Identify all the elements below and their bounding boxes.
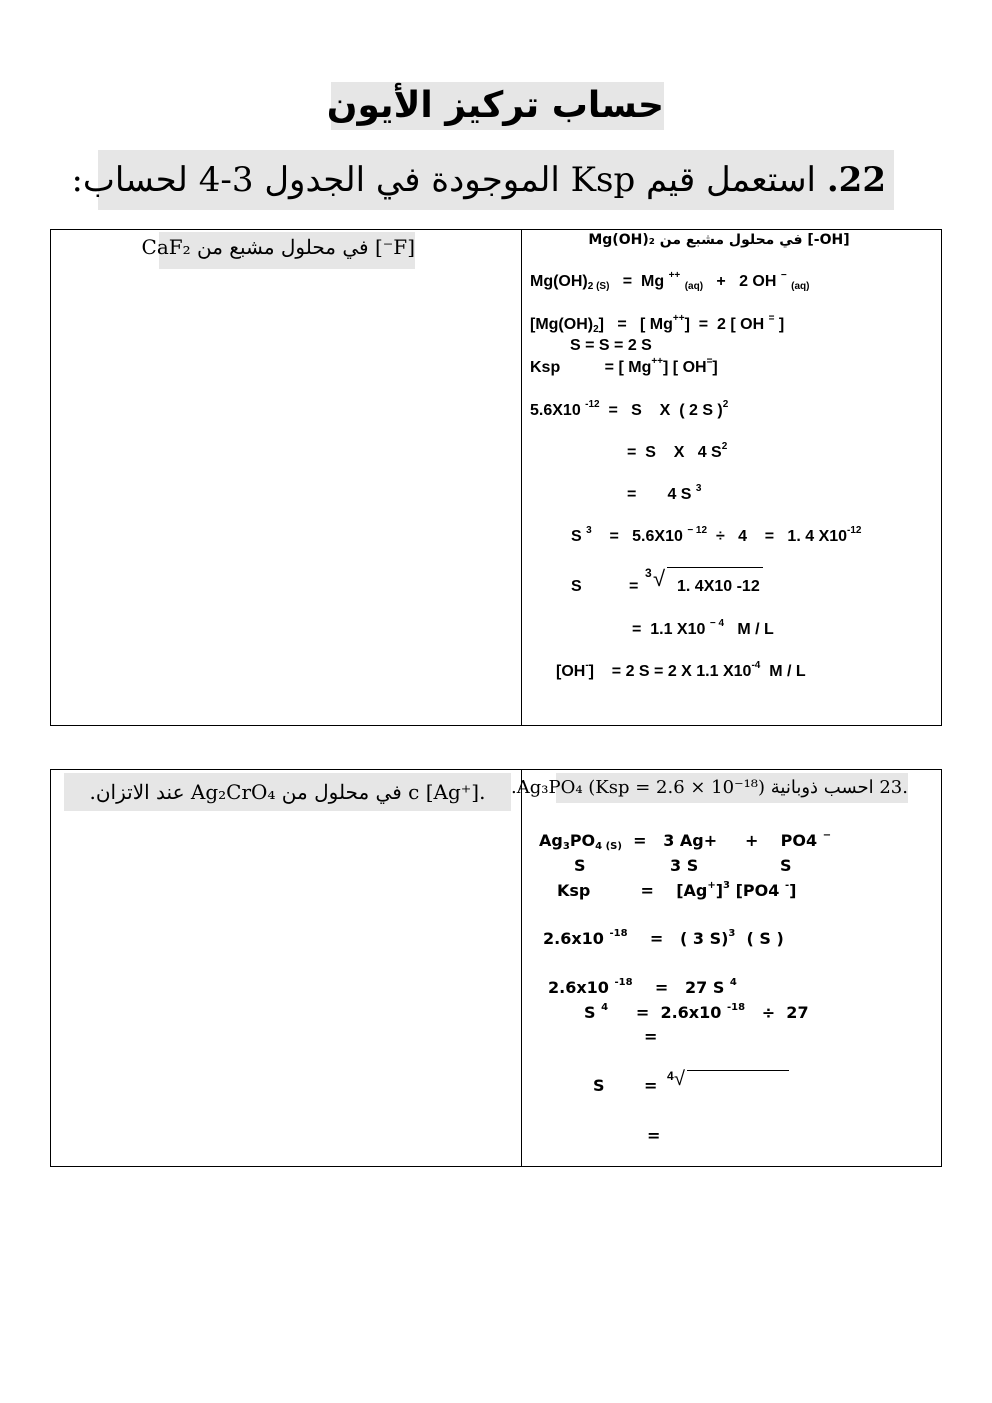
solution-line: S $^4$ = 2.6x10 $^{-18}$ ÷ 27 (584, 1002, 809, 1022)
page-title: حساب تركيز الأيون (331, 82, 664, 130)
box-divider (521, 230, 522, 725)
solution-line: = (644, 1027, 658, 1046)
solution-line: S = S = 2 S (570, 337, 652, 354)
solution-line: $Mg(OH)_{2 (S)} = Mg$ ++ $_{(aq)}$ + 2 OH − $_{(aq)}$ (530, 270, 810, 292)
solution-line: 5.6X10 $^{-12}$ = S X ( 2 S )$^2$ (530, 399, 729, 419)
cube-root-index: 3 (645, 566, 652, 580)
solution-line: $Ag_3PO_{4 (S)} = 3$ Ag+ + PO4 − (539, 830, 832, 852)
solution-line: = (647, 1126, 661, 1145)
solution-line: S $^3$ = 5.6X10 $^{- 12}$ ÷ 4 = 1. 4 $X10^{-12}$ (571, 525, 862, 545)
radical-icon: √ (653, 566, 666, 591)
fourth-root-index: 4 (667, 1069, 674, 1083)
question-number: 22. (826, 160, 886, 200)
answer-box-2 (50, 769, 942, 1167)
question-23: .23 احسب ذوبانية Ag₃PO₄ (Ksp = 2.6 × 10⁻¹⁸). (556, 773, 908, 803)
solution-line: = S X 4 $S^2$ (627, 441, 728, 461)
solution-line: S (593, 1076, 605, 1095)
box-divider (521, 770, 522, 1166)
solution-line: [OH-] = 2 S = 2 X 1.1 $X10^{-4}$ M / L (556, 660, 806, 680)
solution-line: Ksp = $[Ag^+]^3$ [PO4 -] (557, 880, 797, 900)
solution-line: = 4 S $^3$ (627, 483, 702, 503)
solution-line: S (574, 856, 586, 875)
ag2cro4-question: .c [Ag⁺] في محلول من Ag₂CrO₄ عند الاتزان. (64, 773, 511, 811)
solution-line: 2.6x10 $^{-18}$ = 27 S $^4$ (548, 977, 737, 997)
radical-bar (687, 1070, 789, 1071)
question-text: استعمل قيم Ksp الموجودة في الجدول 3-4 لحساب: (71, 160, 817, 200)
caf2-question: [F⁻] في محلول مشبع من CaF₂ (159, 232, 415, 269)
radical-bar (667, 567, 763, 568)
solution-line: S (780, 856, 792, 875)
question-22 (71, 150, 894, 210)
solution-line: 3 S (670, 856, 699, 875)
solution-line: = 1.1 X10 $^{- 4}$ M / L (632, 618, 774, 638)
mgoh2-question: [OH-] في محلول مشبع من Mg(OH)₂ (588, 232, 850, 248)
solution-line: = (644, 1076, 658, 1095)
answer-box-1 (50, 229, 942, 726)
radical-icon: √ (674, 1068, 685, 1090)
solution-line: $[Mg(OH)_2]$ = [ Mg++] = 2 [ OH = ] (530, 313, 785, 335)
solution-line: 2.6x10 $^{-18}$ = ( 3 S)$^3$ ( S ) (543, 928, 784, 948)
solution-line: = (629, 578, 639, 595)
solution-line: 1. 4X10 -12 (677, 578, 760, 595)
solution-line: Ksp = [ Mg++] [ OH=] (530, 356, 718, 376)
solution-line: S (571, 578, 582, 595)
